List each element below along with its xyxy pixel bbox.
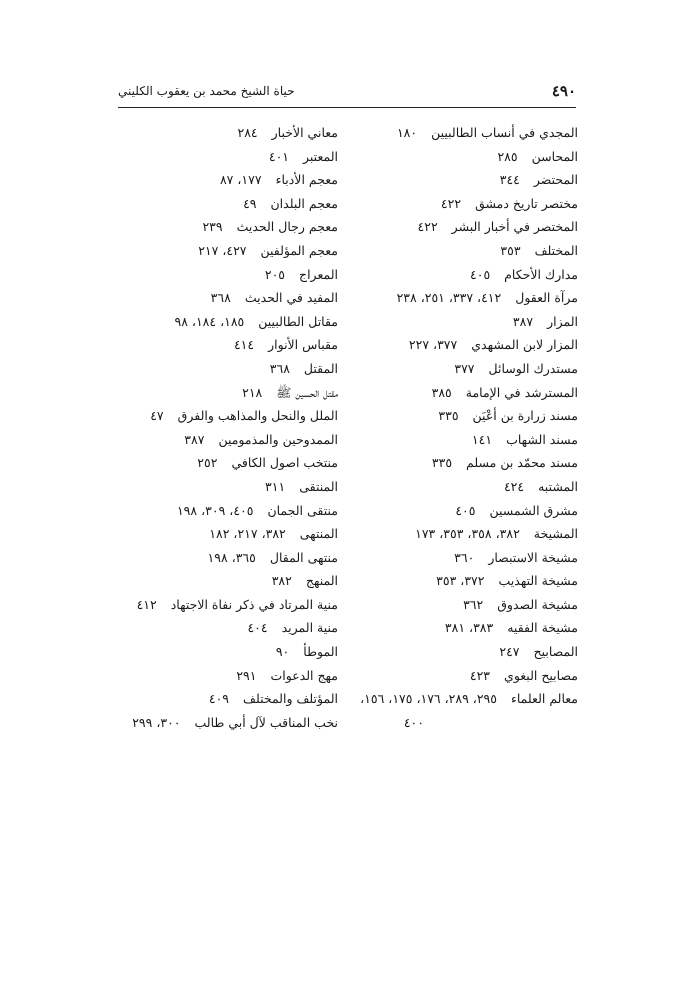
entry-title: الموطأ xyxy=(303,644,338,660)
index-entry xyxy=(338,569,578,593)
entry-title: مقباس الأنوار xyxy=(268,337,338,353)
entry-title: معالم العلماء xyxy=(511,691,578,707)
entry-title: مستدرك الوسائل xyxy=(488,360,578,376)
entry-pages: ٢٣٩ xyxy=(202,219,223,235)
entry-pages: ١٨٠ xyxy=(396,125,418,140)
entry-title: مسند زرارة بن أعْيَن xyxy=(472,408,578,424)
index-entry xyxy=(118,121,338,145)
index-entry xyxy=(118,168,338,192)
entry-title: مسند محمّد بن مسلم xyxy=(466,455,578,471)
index-entry xyxy=(118,239,338,263)
index-entry xyxy=(118,640,338,664)
index-entry xyxy=(118,687,338,711)
entry-pages: ٢٩٥، ٢٨٩، ١٧٦، ١٧٥، ١٥٦، xyxy=(360,691,497,707)
entry-title: مهج الدعوات xyxy=(270,667,338,683)
entry-title: المنتهى xyxy=(299,526,338,542)
index-entry xyxy=(338,168,578,192)
entry-pages: ٣٨٥ xyxy=(431,384,452,400)
index-entry xyxy=(338,310,578,334)
entry-pages: ٤٠٥ xyxy=(470,266,491,282)
entry-pages: ٢١٨ xyxy=(242,384,263,400)
index-entry xyxy=(338,286,578,310)
entry-pages: ٣٨٢، ٣٥٨، ٣٥٣، ١٧٣ xyxy=(415,526,520,542)
entry-pages: ٤٢٢ xyxy=(417,219,438,235)
entry-title: نخب المناقب لآل أبي طالب xyxy=(194,714,338,730)
index-entry xyxy=(118,310,338,334)
entry-pages: ٢٤٧ xyxy=(499,644,520,660)
index-entry xyxy=(338,593,578,617)
entry-title: المجدي في أنساب الطالبيين xyxy=(431,125,578,140)
entry-pages: ٣٠٠، ٢٩٩ xyxy=(132,714,181,730)
entry-title: الملل والنحل والمذاهب والفرق xyxy=(177,408,338,424)
entry-title: معجم البلدان xyxy=(270,195,338,211)
index-entry xyxy=(118,593,338,617)
entry-title: المسترشد في الإمامة xyxy=(465,384,578,400)
index-entry xyxy=(118,546,338,570)
entry-pages: ٣٦٨ xyxy=(269,360,290,376)
entry-pages: ٤٢٣ xyxy=(469,667,491,683)
index-entry xyxy=(338,499,578,523)
index-entry xyxy=(118,145,338,169)
index-entry xyxy=(118,192,338,216)
entry-title: مختصر تاريخ دمشق xyxy=(475,195,578,211)
entry-title: مقاتل الطالبيين xyxy=(258,313,338,329)
entry-pages: ٤٠٥ xyxy=(455,502,476,518)
entry-title: المعراج xyxy=(299,266,338,282)
entry-pages: ٤٩ xyxy=(243,195,257,211)
index-entry xyxy=(338,428,578,452)
entry-title: مشرق الشمسين xyxy=(489,502,578,518)
entry-pages: ٢٨٤ xyxy=(237,125,258,140)
index-entry xyxy=(338,546,578,570)
entry-title: المحتضر xyxy=(533,172,578,188)
index-entry xyxy=(338,145,578,169)
entry-pages: ٩٠ xyxy=(275,644,290,660)
index-entry xyxy=(118,333,338,357)
entry-pages: ٤٢٢ xyxy=(440,195,462,211)
entry-pages: ٢٨٥ xyxy=(497,148,518,164)
entry-pages: ٣١١ xyxy=(265,478,286,494)
page-header xyxy=(118,80,576,108)
entry-title: مسند الشهاب xyxy=(506,431,578,447)
entry-title: المؤتلف والمختلف xyxy=(243,691,338,707)
index-entry xyxy=(118,499,338,523)
index-entry xyxy=(118,404,338,428)
entry-pages: ٤٧ xyxy=(150,408,164,424)
entry-pages: ٤٢٤ xyxy=(503,478,525,494)
index-entry xyxy=(118,215,338,239)
page-number: ٤٩٠ xyxy=(551,82,576,100)
index-entry xyxy=(118,664,338,688)
entry-pages: ٤٢٧، ٢١٧ xyxy=(198,242,247,258)
entry-title: مشيخة الصدوق xyxy=(497,596,578,612)
entry-title: المعتبر xyxy=(303,148,338,164)
entry-title: مشيخة الاستبصار xyxy=(488,549,578,565)
entry-title: المشيخة xyxy=(533,526,578,542)
index-entry xyxy=(338,263,578,287)
entry-pages: ٣٧٧، ٢٢٧ xyxy=(408,337,458,353)
index-entry xyxy=(118,522,338,546)
index-entry xyxy=(338,522,578,546)
index-entry xyxy=(118,428,338,452)
entry-pages: ٣٧٧ xyxy=(454,360,475,376)
index-entry xyxy=(118,286,338,310)
entry-pages: ٤٠١ xyxy=(268,148,290,164)
entry-pages: ٣٧٢، ٣٥٣ xyxy=(436,573,485,589)
entry-title: منية المرتاد في ذكر نفاة الاجتهاد xyxy=(170,596,338,612)
entry-title: المنهج xyxy=(305,573,338,589)
index-entry xyxy=(118,711,338,735)
entry-pages: ١٨٥، ١٨٤، ٩٨ xyxy=(174,313,245,329)
entry-pages: ٣٨٧ xyxy=(184,431,205,447)
entry-pages: ٤١٢، ٣٣٧، ٢٥١، ٢٣٨ xyxy=(396,290,502,306)
entry-title: المفيد في الحديث xyxy=(244,290,338,306)
entry-title: منتخب اصول الكافي xyxy=(231,455,338,471)
entry-pages: ٣٥٣ xyxy=(500,242,521,258)
entry-pages: ٣٨٢ xyxy=(271,573,292,589)
index-entry xyxy=(338,687,578,711)
index-entry xyxy=(338,664,578,688)
entry-pages: ٢٠٥ xyxy=(264,266,286,282)
index-entry xyxy=(118,569,338,593)
entry-pages: ٣٣٥ xyxy=(431,455,453,471)
entry-title: المزار xyxy=(547,313,578,329)
entry-pages: ٢٥٢ xyxy=(197,455,218,471)
index-entry xyxy=(338,475,578,499)
entry-pages: ٣٨٣، ٣٨١ xyxy=(444,620,494,636)
index-entry xyxy=(338,121,578,145)
entry-pages: ٤٠٠ xyxy=(403,714,424,730)
index-entry xyxy=(338,711,578,735)
index-entry xyxy=(118,357,338,381)
index-entry xyxy=(338,640,578,664)
entry-pages: ١٤١ xyxy=(471,431,493,447)
index-column-right xyxy=(338,121,578,734)
index-entry xyxy=(338,381,578,405)
index-entry xyxy=(118,381,338,405)
entry-title: منتهى المقال xyxy=(269,549,338,565)
index-entry xyxy=(338,357,578,381)
entry-title: المنتقى xyxy=(299,478,338,494)
entry-pages: ٤٠٥، ٣٠٩، ١٩٨ xyxy=(176,502,254,518)
entry-pages: ٤٠٩ xyxy=(208,691,230,707)
entry-title: المزار لابن المشهدي xyxy=(471,337,578,353)
entry-title: مصابيح البغوي xyxy=(504,667,578,683)
entry-pages: ٣٦٠ xyxy=(454,549,475,565)
entry-title: معجم المؤلفين xyxy=(260,242,338,258)
entry-title: منتقى الجمان xyxy=(267,502,338,518)
index-column-left xyxy=(118,121,338,734)
entry-pages: ٢٩١ xyxy=(236,667,257,683)
entry-title: المشتبه xyxy=(538,478,578,494)
entry-pages: ٣٣٥ xyxy=(438,408,459,424)
entry-pages: ٤١٤ xyxy=(233,337,255,353)
running-title: حياة الشيخ محمد بن يعقوب الكليني xyxy=(118,84,295,98)
index-entry xyxy=(338,239,578,263)
entry-title: الممدوحين والمذمومين xyxy=(218,431,338,447)
entry-title: معجم رجال الحديث xyxy=(236,219,338,235)
index-entry xyxy=(118,451,338,475)
entry-title: مقتل الحسين ﷺ xyxy=(276,384,338,400)
entry-title: المصابيح xyxy=(533,644,578,660)
entry-title: منية المريد xyxy=(281,620,338,636)
index-entry xyxy=(338,333,578,357)
index-entry xyxy=(338,616,578,640)
index-entry xyxy=(338,192,578,216)
entry-pages: ٣٦٥، ١٩٨ xyxy=(207,549,256,565)
index-entry xyxy=(338,451,578,475)
index-entry xyxy=(338,404,578,428)
index-entry xyxy=(118,475,338,499)
entry-title: مشيخة الفقيه xyxy=(507,620,578,636)
entry-pages: ٤١٢ xyxy=(136,596,157,612)
entry-title: المختلف xyxy=(534,242,578,258)
entry-pages: ٣٦٢ xyxy=(463,596,484,612)
entry-title: معجم الأدباء xyxy=(275,172,338,188)
entry-pages: ٣٨٢، ٢١٧، ١٨٢ xyxy=(209,526,286,542)
entry-pages: ١٧٧، ٨٧ xyxy=(219,172,262,188)
entry-pages: ٣٦٨ xyxy=(210,290,231,306)
entry-title: معاني الأخبار xyxy=(271,125,338,140)
entry-title: مشيخة التهذيب xyxy=(498,573,578,589)
entry-title: مدارك الأحكام xyxy=(504,266,578,282)
entry-pages: ٣٤٤ xyxy=(499,172,520,188)
index-entry xyxy=(118,616,338,640)
index-entry xyxy=(338,215,578,239)
entry-title: المختصر في أخبار البشر xyxy=(451,219,578,235)
entry-title: مرآة العقول xyxy=(515,290,578,306)
index-entry xyxy=(118,263,338,287)
entry-pages: ٤٠٤ xyxy=(247,620,268,636)
entry-title: المقتل xyxy=(303,360,338,376)
entry-title: المحاسن xyxy=(531,148,578,164)
entry-pages: ٣٨٧ xyxy=(512,313,534,329)
